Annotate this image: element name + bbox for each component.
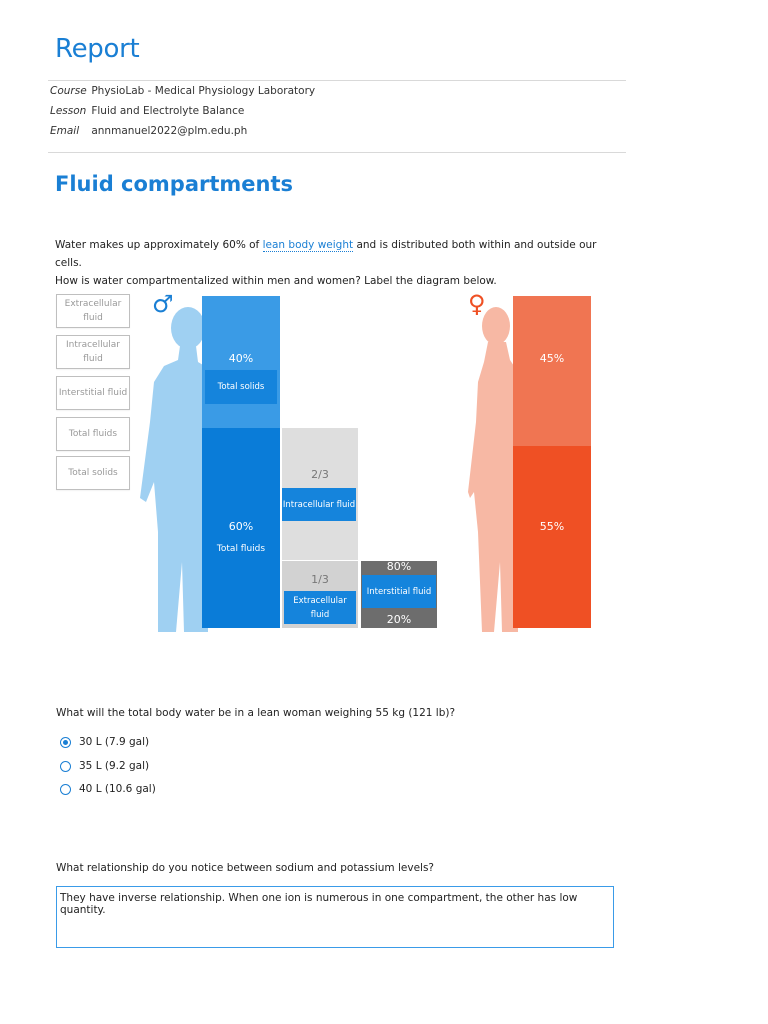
female-top-percent: 45%	[539, 352, 565, 365]
slot-total-solids[interactable]: Total solids	[205, 370, 277, 404]
meta-email	[50, 125, 247, 137]
slot-interstitial-fluid[interactable]: Interstitial fluid	[362, 575, 436, 608]
option-30l[interactable]	[60, 736, 149, 748]
option-40l[interactable]	[60, 783, 156, 795]
option-label: 35 L (9.2 gal)	[79, 760, 150, 772]
female-symbol-icon: ♀	[468, 290, 486, 318]
female-bar-solids	[513, 296, 591, 446]
lean-body-weight-link[interactable]: lean body weight	[262, 239, 354, 251]
male-symbol-icon: ♂	[152, 290, 174, 318]
label-total-fluids[interactable]: Total fluids	[56, 417, 130, 451]
intro-text-line2: How is water compartmentalized within men and women? Label the diagram below.	[55, 275, 497, 287]
plasma-percent: 20%	[386, 613, 412, 626]
meta-value: Fluid and Electrolyte Balance	[91, 105, 245, 117]
slot-intracellular-fluid[interactable]: Intracellular fluid	[282, 488, 356, 521]
male-bottom-label: Total fluids	[216, 544, 266, 554]
meta-key: Lesson	[50, 105, 87, 117]
female-bottom-percent: 55%	[539, 520, 565, 533]
label-intracellular-fluid[interactable]: Intracellular fluid	[56, 335, 130, 369]
report-title: Report	[55, 34, 140, 64]
answer-textarea[interactable]: They have inverse relationship. When one ion is numerous in one compartment, the other has low quantity.	[56, 886, 614, 948]
male-top-percent: 40%	[228, 352, 254, 365]
fluid-diagram	[48, 280, 608, 640]
meta-lesson	[50, 105, 244, 117]
meta-value: annmanuel2022@plm.edu.ph	[91, 125, 248, 137]
slot-extracellular-fluid[interactable]: Extracellular fluid	[284, 591, 356, 624]
option-35l[interactable]	[60, 760, 149, 772]
male-bottom-percent: 60%	[228, 520, 254, 533]
section-title: Fluid compartments	[55, 172, 294, 196]
label-total-solids[interactable]: Total solids	[56, 456, 130, 490]
divider	[48, 80, 626, 81]
extracellular-fraction: 1/3	[311, 573, 329, 586]
intro-text-start: Water makes up approximately 60% of	[55, 239, 263, 251]
question-1: What will the total body water be in a lean woman weighing 55 kg (121 lb)?	[56, 707, 456, 719]
intracellular-fraction: 2/3	[311, 468, 329, 481]
meta-value: PhysioLab - Medical Physiology Laboratory	[91, 85, 316, 97]
meta-course	[50, 85, 315, 97]
intro-text-end: and is distributed both within and outside our cells.	[55, 239, 597, 269]
question-2: What relationship do you notice between sodium and potassium levels?	[56, 862, 434, 874]
radio-selected[interactable]	[60, 737, 71, 748]
option-label: 40 L (10.6 gal)	[79, 783, 156, 795]
interstitial-percent: 80%	[386, 560, 412, 573]
meta-key: Email	[50, 125, 80, 137]
radio[interactable]	[60, 761, 71, 772]
female-bar-fluids	[513, 446, 591, 628]
divider	[48, 152, 626, 153]
meta-key: Course	[50, 85, 87, 97]
label-interstitial-fluid[interactable]: Interstitial fluid	[56, 376, 130, 410]
label-extracellular-fluid[interactable]: Extracellular fluid	[56, 294, 130, 328]
radio[interactable]	[60, 784, 71, 795]
option-label: 30 L (7.9 gal)	[79, 736, 150, 748]
